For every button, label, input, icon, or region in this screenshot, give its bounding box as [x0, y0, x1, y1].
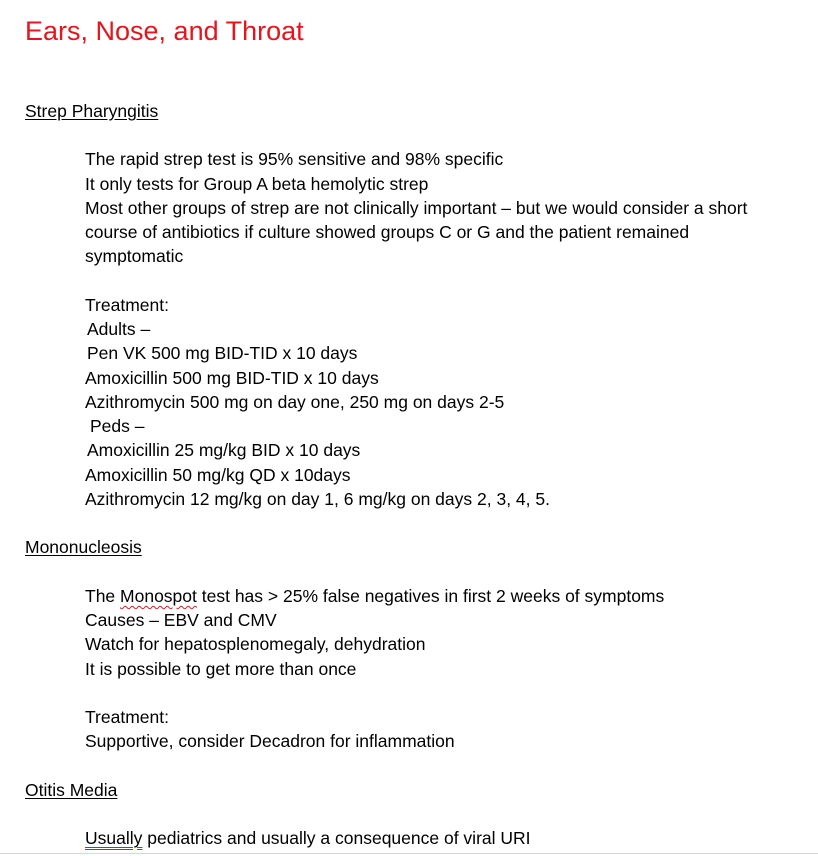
page-bottom-rule [0, 853, 818, 854]
strep-line: Most other groups of strep are not clinically important – but we would consider a short [85, 198, 748, 218]
strep-line: The rapid strep test is 95% sensitive and 98% specific [85, 149, 504, 169]
mono-monospot-suffix: test has > 25% false negatives in first 2 weeks of symptoms [196, 586, 665, 606]
section-heading-mono: Mononucleosis [25, 537, 142, 557]
page-title: Ears, Nose, and Throat [25, 16, 304, 46]
monospot-spelling-flag[interactable]: Monospot [120, 586, 197, 606]
mono-monospot-prefix: The [85, 586, 121, 606]
strep-peds-item: Amoxicillin 50 mg/kg QD x 10days [85, 465, 351, 485]
mono-line [85, 584, 664, 608]
mono-line: It is possible to get more than once [85, 659, 357, 679]
strep-peds-item: Amoxicillin 25 mg/kg BID x 10 days [87, 440, 361, 460]
strep-treatment-label: Treatment: [85, 295, 169, 315]
mono-treatment-text: Supportive, consider Decadron for inflammation [85, 731, 455, 751]
mono-line: Watch for hepatosplenomegaly, dehydration [85, 634, 426, 654]
section-heading-otitis: Otitis Media [25, 780, 118, 800]
otitis-line [85, 826, 531, 850]
mono-line: Causes – EBV and CMV [85, 610, 277, 630]
strep-line: course of antibiotics if culture showed groups C or G and the patient remained [85, 222, 690, 242]
strep-peds-item: Azithromycin 12 mg/kg on day 1, 6 mg/kg on days 2, 3, 4, 5. [85, 489, 550, 509]
strep-adults-item: Azithromycin 500 mg on day one, 250 mg on days 2-5 [85, 392, 505, 412]
otitis-line-rest: pediatrics and usually a consequence of viral URI [142, 828, 531, 848]
section-heading-strep: Strep Pharyngitis [25, 101, 159, 121]
strep-peds-label: Peds – [90, 416, 145, 436]
mono-treatment-label: Treatment: [85, 707, 169, 727]
strep-adults-label: Adults – [87, 319, 151, 339]
usually-grammar-flag[interactable]: Usually [85, 828, 143, 848]
strep-line: symptomatic [85, 246, 184, 266]
strep-adults-item: Amoxicillin 500 mg BID-TID x 10 days [85, 368, 379, 388]
strep-adults-item: Pen VK 500 mg BID-TID x 10 days [87, 343, 358, 363]
strep-line: It only tests for Group A beta hemolytic strep [85, 174, 429, 194]
